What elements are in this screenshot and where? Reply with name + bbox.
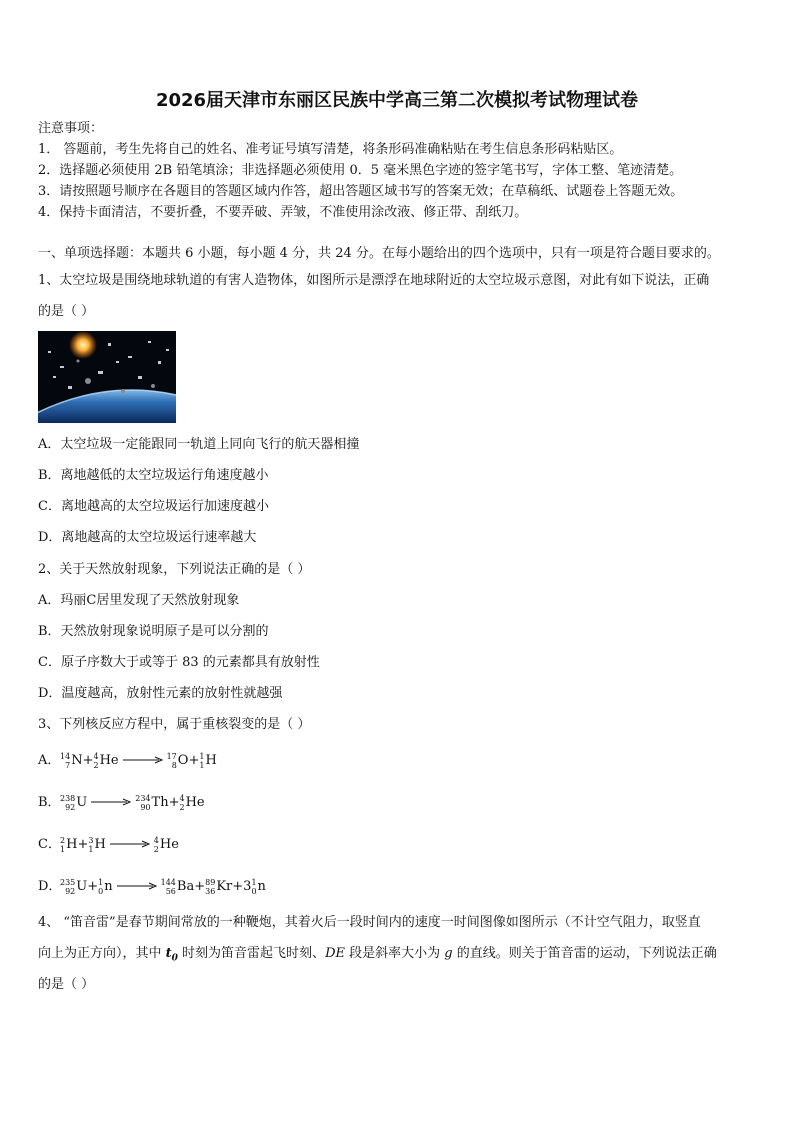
space-debris-image	[38, 331, 176, 423]
q4-text: 段是斜率大小为	[344, 946, 445, 961]
mass-number: 2	[60, 836, 66, 845]
mass-number: 3	[88, 836, 94, 845]
atomic-number: 1	[60, 845, 66, 854]
nuclide	[135, 794, 168, 812]
q3-option-d	[38, 878, 266, 896]
q4-stem-line2	[38, 946, 717, 967]
mass-number: 235	[60, 878, 76, 887]
mass-number: 1	[98, 878, 104, 887]
q2-option-d: D．温度越高，放射性元素的放射性就越强	[38, 686, 283, 701]
reaction-arrow-icon	[110, 837, 150, 853]
option-label: B．	[38, 795, 61, 810]
notice-item: 1． 答题前，考生先将自己的姓名、准考证号填写清楚，将条形码准确粘贴在考生信息条形码粘贴区。	[38, 142, 623, 157]
element-symbol: n	[257, 879, 266, 894]
nuclide	[60, 794, 87, 812]
atomic-number: 2	[179, 803, 185, 812]
q4-g-symbol: g	[444, 946, 453, 961]
option-label: A．	[38, 753, 61, 768]
element-symbol: N	[71, 753, 83, 768]
mass-number: 4	[179, 794, 185, 803]
q3-option-a	[38, 752, 217, 770]
q4-stem: 的是（ ）	[38, 977, 95, 992]
mass-number: 1	[251, 878, 257, 887]
atomic-number: 56	[165, 887, 176, 896]
element-symbol: H	[205, 753, 217, 768]
q4-stem: 4、 “笛音雷”是春节期间常放的一种鞭炮，其着火后一段时间内的速度一时间图像如图所示（不计空气阻力，取竖直	[38, 915, 701, 930]
q1-option-a: A．太空垃圾一定能跟同一轨道上同向飞行的航天器相撞	[38, 437, 360, 452]
q4-t0-symbol	[165, 946, 178, 964]
atomic-number: 8	[171, 761, 177, 770]
q4-text: 的直线。则关于笛音雷的运动，下列说法正确	[452, 946, 717, 961]
nuclide	[199, 752, 216, 770]
nuclide	[154, 836, 179, 854]
reaction-arrow-icon	[123, 753, 163, 769]
nuclide	[60, 878, 87, 896]
element-symbol: U	[76, 795, 88, 810]
notice-item: 2．选择题必须使用 2B 铅笔填涂；非选择题必须使用 0．5 毫米黑色字迹的签字笔书写，字体工整、笔迹清楚。	[38, 163, 683, 178]
nuclide	[167, 752, 189, 770]
option-label: C．	[38, 837, 61, 852]
mass-number: 144	[160, 878, 176, 887]
notice-heading: 注意事项：	[38, 121, 104, 136]
reaction-arrow-icon	[117, 879, 157, 895]
q2-option-b: B．天然放射现象说明原子是可以分割的	[38, 624, 269, 639]
q4-text: 时刻为笛音雷起飞时刻、	[177, 946, 326, 961]
q1-stem: 1、太空垃圾是围绕地球轨道的有害人造物体，如图所示是漂浮在地球附近的太空垃圾示意图，对此有如下说法，正确	[38, 273, 710, 288]
element-symbol: He	[159, 837, 179, 852]
reaction-arrow-icon	[91, 795, 131, 811]
plus-sign: +	[188, 753, 200, 768]
atomic-number: 2	[153, 845, 159, 854]
atomic-number: 36	[205, 887, 216, 896]
element-symbol: H	[66, 837, 78, 852]
mass-number: 4	[93, 752, 99, 761]
q3-option-b	[38, 794, 205, 812]
mass-number: 14	[60, 752, 71, 761]
element-symbol: He	[185, 795, 205, 810]
nuclide	[60, 752, 83, 770]
mass-number: 4	[153, 836, 159, 845]
element-symbol: He	[99, 753, 119, 768]
nuclide	[93, 752, 118, 770]
q1-stem: 的是（ ）	[38, 304, 95, 319]
q1-option-c: C．离地越高的太空垃圾运行加速度越小	[38, 499, 269, 514]
mass-number: 238	[60, 794, 76, 803]
atomic-number: 0	[251, 887, 257, 896]
coefficient: 3	[243, 879, 252, 894]
element-symbol: H	[94, 837, 106, 852]
nuclide	[243, 878, 266, 896]
nuclide	[161, 878, 195, 896]
atomic-number: 2	[93, 761, 99, 770]
mass-number: 89	[205, 878, 216, 887]
mass-number: 1	[199, 752, 205, 761]
element-symbol: Ba	[176, 879, 195, 894]
nuclide	[98, 878, 112, 896]
q3-option-c	[38, 836, 179, 854]
page-title: 2026届天津市东丽区民族中学高三第二次模拟考试物理试卷	[155, 90, 639, 111]
nuclide	[205, 878, 232, 896]
element-symbol: Th	[151, 795, 169, 810]
atomic-number: 1	[88, 845, 94, 854]
plus-sign: +	[194, 879, 206, 894]
nuclide	[88, 836, 105, 854]
notice-item: 4．保持卡面清洁，不要折叠，不要弄破、弄皱，不准使用涂改液、修正带、刮纸刀。	[38, 205, 528, 220]
plus-sign: +	[168, 795, 180, 810]
q2-stem: 2、关于天然放射现象，下列说法正确的是（ ）	[38, 562, 311, 577]
atomic-number: 0	[98, 887, 104, 896]
q1-option-b: B．离地越低的太空垃圾运行角速度越小	[38, 468, 269, 483]
q4-text: 向上为正方向），其中	[38, 946, 166, 961]
mass-number: 234	[135, 794, 151, 803]
option-label: D．	[38, 879, 62, 894]
nuclide	[60, 836, 77, 854]
plus-sign: +	[82, 753, 94, 768]
atomic-number: 7	[65, 761, 71, 770]
atomic-number: 92	[65, 803, 76, 812]
nuclide	[179, 794, 204, 812]
q2-option-a: A．玛丽C居里发现了天然放射现象	[38, 593, 240, 608]
plus-sign: +	[232, 879, 244, 894]
notice-item: 3．请按照题号顺序在各题目的答题区域内作答，超出答题区域书写的答案无效；在草稿纸、试题卷上答题无效。	[38, 184, 684, 199]
q4-t0: t	[165, 946, 172, 961]
element-symbol: O	[177, 753, 189, 768]
atomic-number: 90	[140, 803, 151, 812]
q3-stem: 3、下列核反应方程中，属于重核裂变的是（ ）	[38, 717, 311, 732]
plus-sign: +	[87, 879, 99, 894]
q1-option-d: D．离地越高的太空垃圾运行速率越大	[38, 530, 257, 545]
element-symbol: n	[104, 879, 113, 894]
element-symbol: Kr	[216, 879, 233, 894]
mass-number: 17	[166, 752, 177, 761]
atomic-number: 1	[199, 761, 205, 770]
plus-sign: +	[77, 837, 89, 852]
section-heading: 一、单项选择题：本题共 6 小题，每小题 4 分，共 24 分。在每小题给出的四个选项中，只有一项是符合题目要求的。	[38, 246, 720, 261]
atomic-number: 92	[65, 887, 76, 896]
element-symbol: U	[76, 879, 88, 894]
q2-option-c: C．原子序数大于或等于 83 的元素都具有放射性	[38, 655, 320, 670]
q4-t0-sub: 0	[171, 953, 178, 964]
q4-de-symbol: DE	[325, 946, 345, 961]
